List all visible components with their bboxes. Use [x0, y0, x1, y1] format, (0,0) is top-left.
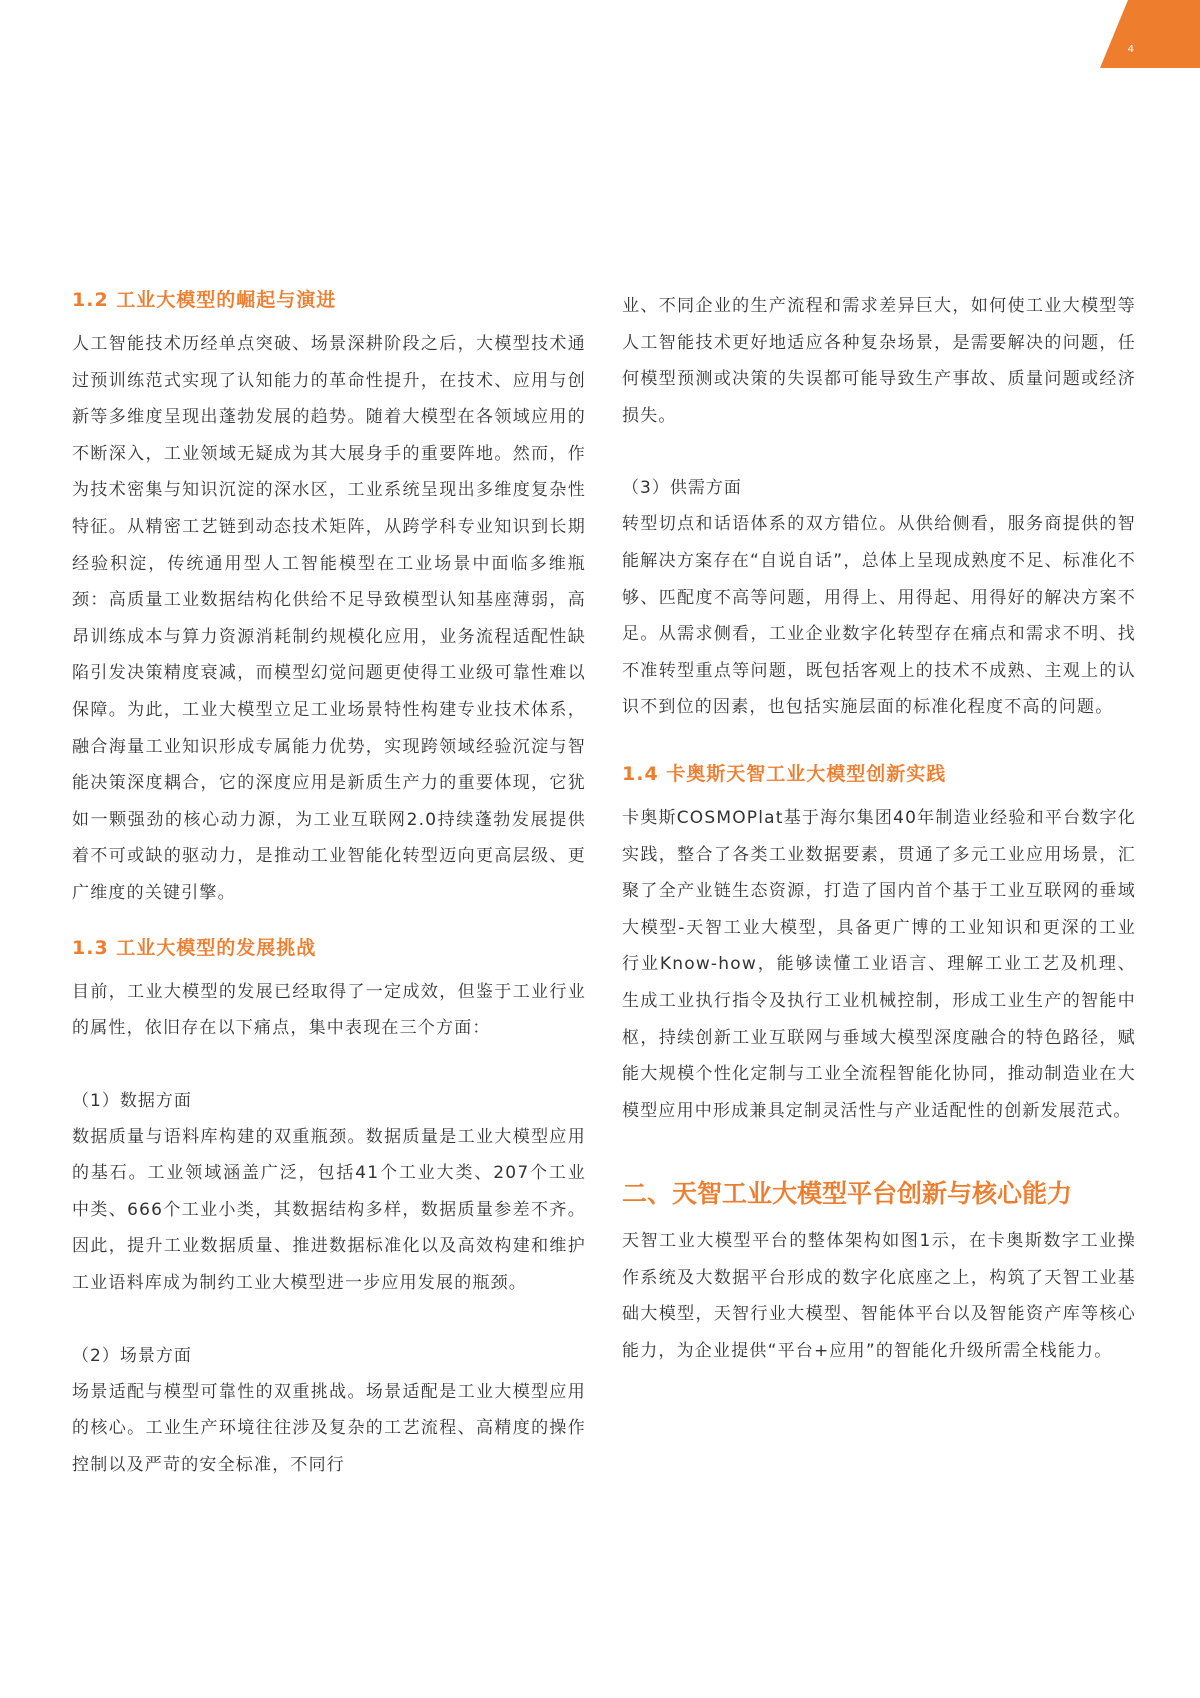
- section-1-4-heading: 1.4 卡奥斯天智工业大模型创新实践: [622, 762, 947, 785]
- chapter-2-body: 天智工业大模型平台的整体架构如图1示，在卡奥斯数字工业操作系统及大数据平台形成的数字化底座之上，构筑了天智工业基础大模型，天智行业大模型、智能体平台以及智能资产库等核心能力，为企业提供“平台+应用”的智能化升级所需全栈能力。: [622, 1231, 1136, 1362]
- chapter-2-heading: 二、天智工业大模型平台创新与核心能力: [622, 1179, 1073, 1209]
- supply-aspect-body: 转型切点和话语体系的双方错位。从供给侧看，服务商提供的智能解决方案存在“自说自话”，总体上呈现成熟度不足、标准化不够、匹配度不高等问题，用得上、用得起、用得好的解决方案不足。从需求侧看，工业企业数字化转型存在痛点和需求不明、找不准转型重点等问题，既包括客观上的技术不成熟、主观上的认识不到位的因素，也包括实施层面的标准化程度不高的问题。: [622, 514, 1136, 718]
- data-aspect-body: 数据质量与语料库构建的双重瓶颈。数据质量是工业大模型应用的基石。工业领域涵盖广泛，包括41个工业大类、207个工业中类、666个工业小类，其数据结构多样，数据质量参差不齐。因此，提升工业数据质量、推进数据标准化以及高效构建和维护工业语料库成为制约工业大模型进一步应用发展的瓶颈。: [72, 1126, 586, 1294]
- section-1-3-heading: 1.3 工业大模型的发展挑战: [72, 936, 317, 959]
- section-1-4-body: 卡奥斯COSMOPlat基于海尔集团40年制造业经验和平台数字化实践，整合了各类工业数据要素，贯通了多元工业应用场景，汇聚了全产业链生态资源，打造了国内首个基于工业互联网的垂域大模型-天智工业大模型，具备更广博的工业知识和更深的工业行业Know-how，能够读懂工业语言、理解工业工艺及机理、生成工业执行指令及执行工业机械控制，形成工业生产的智能中枢，持续创新工业互联网与垂域大模型深度融合的特色路径，赋能大规模个性化定制与工业全流程智能化协同，推动制造业在大模型应用中形成兼具定制灵活性与产业适配性的创新发展范式。: [622, 807, 1136, 1121]
- supply-aspect-title: （3）供需方面: [622, 478, 742, 499]
- scene-aspect-body: 场景适配与模型可靠性的双重挑战。场景适配是工业大模型应用的核心。工业生产环境往往涉及复杂的工艺流程、高精度的操作控制以及严苛的安全标准，不同行: [72, 1381, 586, 1475]
- page-number: 4: [1127, 44, 1134, 55]
- section-1-2-heading: 1.2 工业大模型的崛起与演进: [72, 289, 337, 311]
- scene-aspect-body-continued: 业、不同企业的生产流程和需求差异巨大，如何使工业大模型等人工智能技术更好地适应各种复杂场景，是需要解决的问题，任何模型预测或决策的失误都可能导致生产事故、质量问题或经济损失。: [622, 296, 1136, 426]
- section-1-3-intro: 目前，工业大模型的发展已经取得了一定成效，但鉴于工业行业的属性，依旧存在以下痛点，集中表现在三个方面：: [72, 981, 586, 1039]
- scene-aspect-title: （2）场景方面: [72, 1345, 192, 1366]
- corner-page-tab: [1100, 0, 1200, 68]
- right-column: [622, 288, 1136, 1370]
- data-aspect-title: （1）数据方面: [72, 1090, 192, 1111]
- left-column: [72, 288, 586, 1483]
- section-1-2-body: 人工智能技术历经单点突破、场景深耕阶段之后，大模型技术通过预训练范式实现了认知能力的革命性提升，在技术、应用与创新等多维度呈现出蓬勃发展的趋势。随着大模型在各领域应用的不断深入，工业领域无疑成为其大展身手的重要阵地。然而，作为技术密集与知识沉淀的深水区，工业系统呈现出多维度复杂性特征。从精密工艺链到动态技术矩阵，从跨学科专业知识到长期经验积淀，传统通用型人工智能模型在工业场景中面临多维瓶颈：高质量工业数据结构化供给不足导致模型认知基座薄弱，高昂训练成本与算力资源消耗制约规模化应用，业务流程适配性缺陷引发决策精度衰减，而模型幻觉问题更使得工业级可靠性难以保障。为此，工业大模型立足工业场景特性构建专业技术体系，融合海量工业知识形成专属能力优势，实现跨领域经验沉淀与智能决策深度耦合，它的深度应用是新质生产力的重要体现，它犹如一颗强劲的核心动力源，为工业互联网2.0持续蓬勃发展提供着不可或缺的驱动力，是推动工业智能化转型迈向更高层级、更广维度的关键引擎。: [72, 334, 586, 903]
